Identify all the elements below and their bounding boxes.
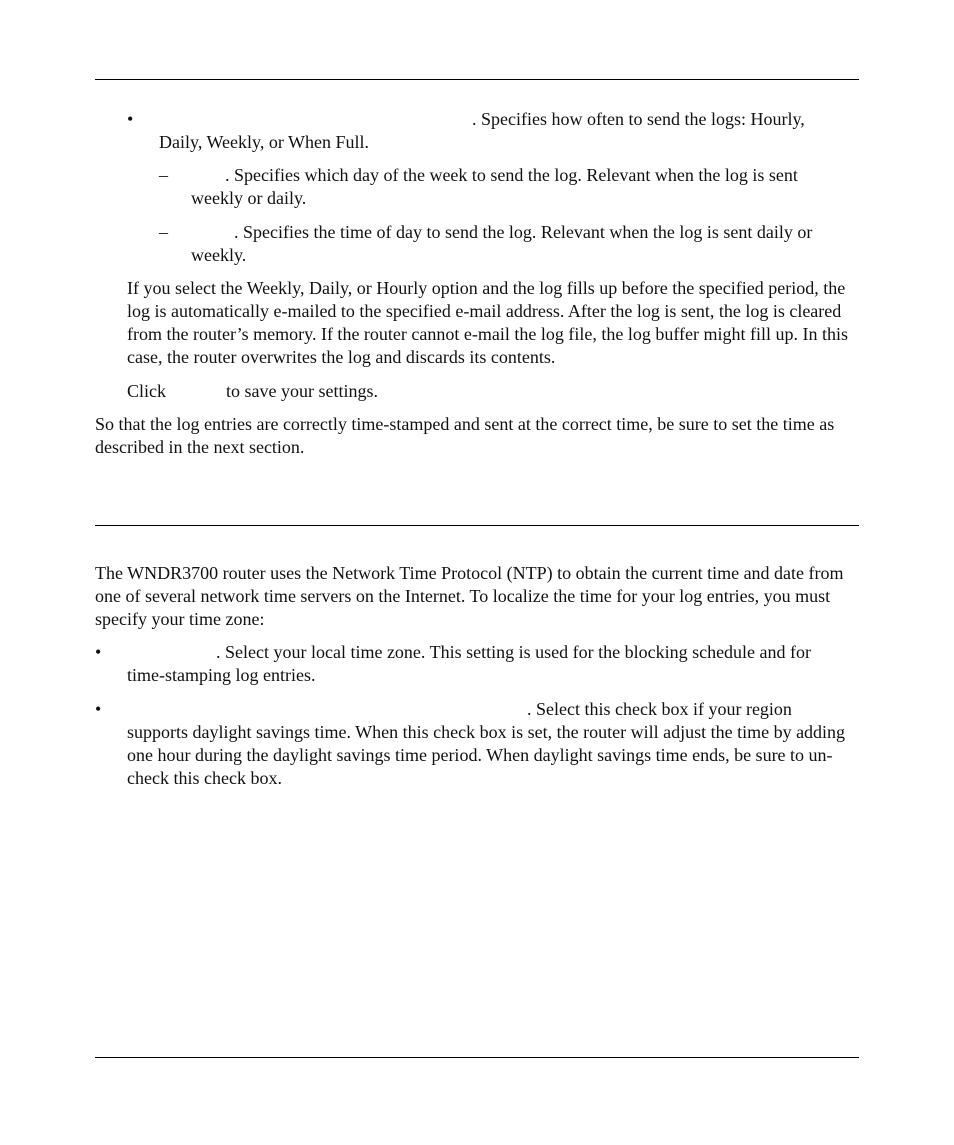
time-subitem — [191, 221, 859, 267]
bottom-divider — [95, 1057, 859, 1058]
day-subitem-line1: . Specifies which day of the week to send the log. Relevant when the log is sent — [225, 165, 798, 185]
time-zone-line2: time-stamping log entries. — [127, 665, 316, 685]
click-prefix: Click — [127, 381, 166, 401]
log-schedule-item — [159, 108, 859, 154]
timestamp-paragraph: So that the log entries are correctly time-stamped and sent at the correct time, be sure to set the time as described in the next section. — [95, 414, 835, 457]
time-subitem-line1: . Specifies the time of day to send the log. Relevant when the log is sent daily or — [234, 222, 813, 242]
time-zone-item — [127, 641, 859, 687]
log-schedule-line1: . Specifies how often to send the logs: Hourly, — [472, 109, 805, 129]
dst-item — [127, 698, 859, 790]
click-suffix: to save your settings. — [226, 381, 378, 401]
time-subitem-line2: weekly. — [191, 245, 247, 265]
overflow-paragraph: If you select the Weekly, Daily, or Hourly option and the log fills up before the specified period, the log is automatically e-mailed to the specified e-mail address. After the log is sent, the log is cleared from the router’s memory. If the router cannot e-mail the log file, the log buffer might fill up. In this case, the router overwrites the log and discards its contents. — [127, 278, 848, 367]
log-schedule-line2: Daily, Weekly, or When Full. — [159, 132, 370, 152]
bullet-marker: • — [127, 109, 134, 129]
dst-line1: . Select this check box if your region — [527, 699, 792, 719]
section-divider — [95, 525, 859, 526]
top-divider — [95, 79, 859, 80]
click-instruction — [127, 380, 827, 403]
bullet-marker: • — [95, 642, 102, 662]
day-subitem — [191, 164, 859, 210]
dst-rest: supports daylight savings time. When this check box is set, the router will adjust the time by adding one hour during the daylight savings time period. When daylight savings time ends, be sure to un-check this check box. — [127, 722, 846, 788]
bullet-marker: • — [95, 699, 102, 719]
day-subitem-line2: weekly or daily. — [191, 188, 307, 208]
ntp-paragraph: The WNDR3700 router uses the Network Time Protocol (NTP) to obtain the current time and date from one of several network time servers on the Internet. To localize the time for your log entries, you must specify your time zone: — [95, 563, 844, 629]
time-zone-line1: . Select your local time zone. This setting is used for the blocking schedule and for — [216, 642, 812, 662]
dash-marker: – — [159, 165, 168, 185]
dash-marker: – — [159, 222, 168, 242]
